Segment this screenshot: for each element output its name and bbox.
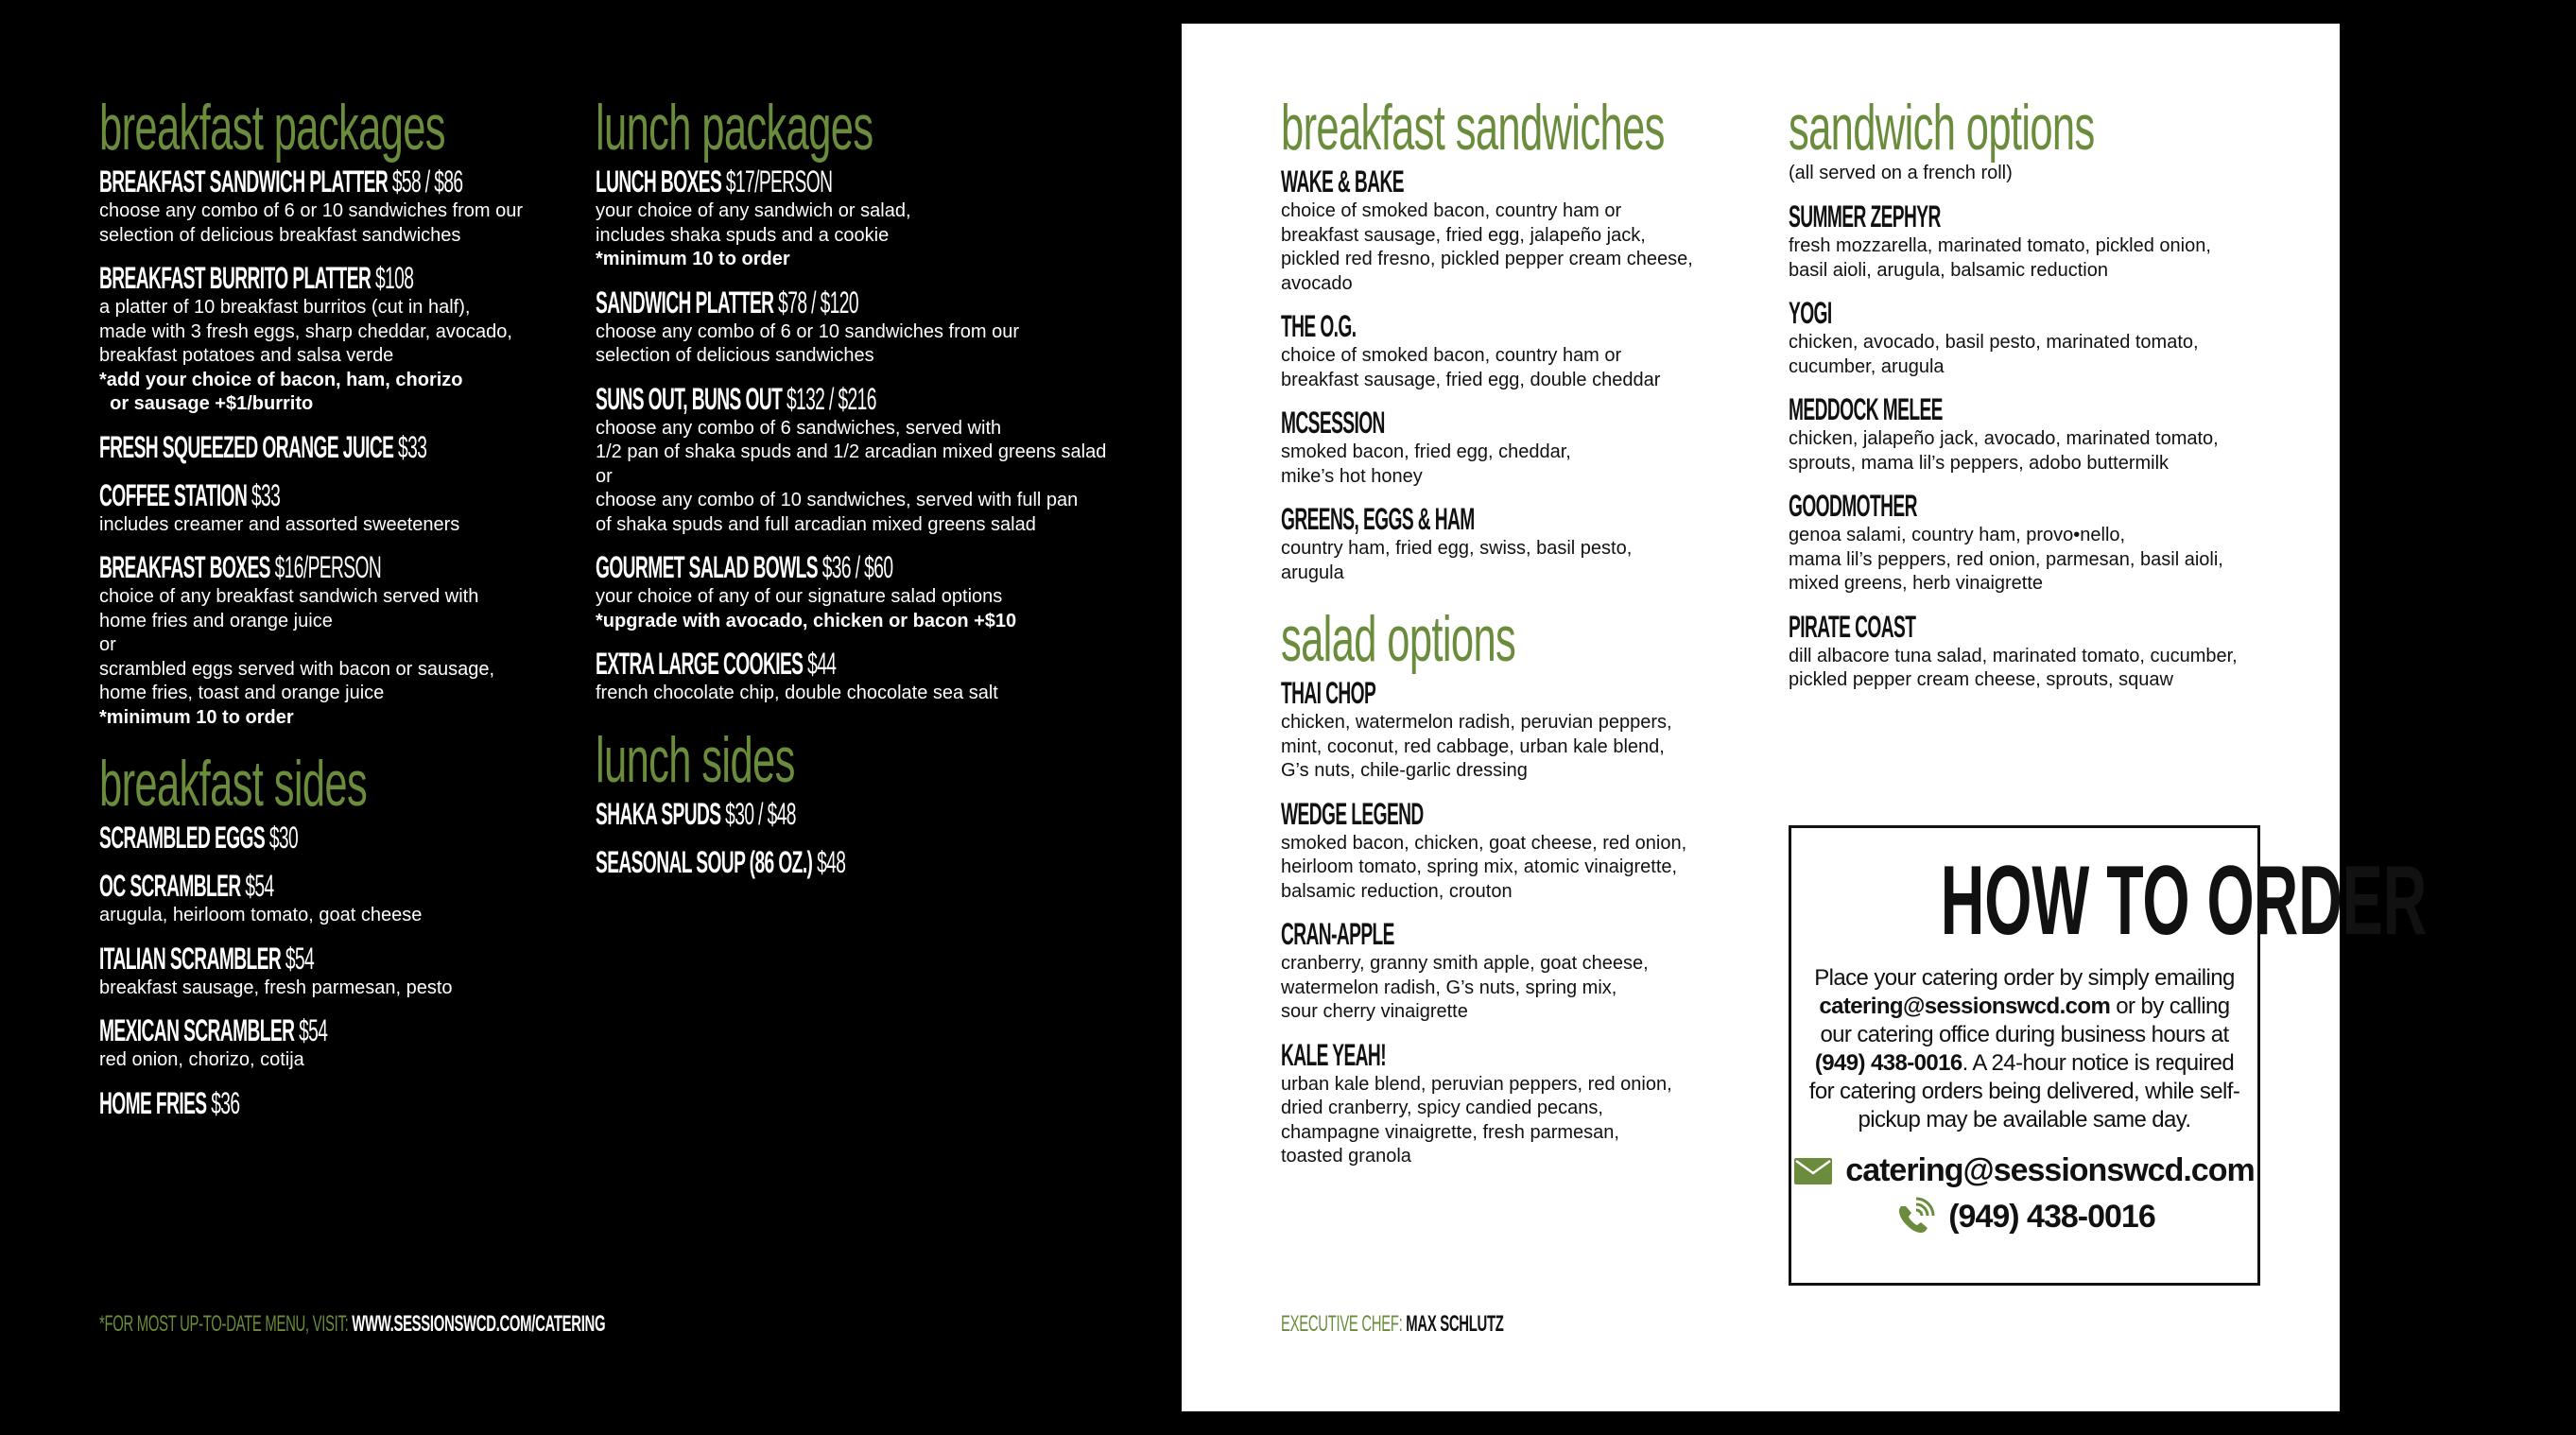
menu-item-name: BREAKFAST BOXES	[99, 550, 270, 584]
menu-item-description: choice of smoked bacon, country ham or	[1281, 200, 1622, 221]
menu-item-description: heirloom tomato, spring mix, atomic vinaigrette,	[1281, 856, 1678, 877]
menu-item-description: cucumber, arugula	[1789, 355, 1945, 377]
menu-item-title	[1281, 308, 1810, 344]
menu-item-title	[99, 164, 629, 199]
menu-item-description: breakfast sausage, fresh parmesan, pesto	[99, 977, 453, 998]
footer-website	[99, 1310, 915, 1339]
menu-item	[99, 429, 629, 465]
email-link[interactable]: catering@sessionswcd.com	[1845, 1152, 2255, 1188]
menu-item	[1789, 391, 2318, 475]
phone-contact[interactable]	[1791, 1194, 2257, 1240]
menu-item-description: mike’s hot honey	[1281, 465, 1423, 487]
menu-item	[99, 477, 629, 538]
phone-icon	[1893, 1197, 1935, 1238]
menu-item-title	[1281, 675, 1810, 711]
section-heading	[596, 92, 1182, 164]
menu-item-description: mama lil’s peppers, red onion, parmesan, basil aioli,	[1789, 548, 2223, 570]
section-heading-text: sandwich options	[1789, 92, 2095, 164]
menu-item-title	[596, 549, 1182, 585]
menu-item-name: HOME FRIES	[99, 1085, 207, 1120]
how-to-order-title-text: HOW TO ORDER	[1940, 846, 2428, 956]
menu-item-description: smoked bacon, fried egg, cheddar,	[1281, 441, 1571, 462]
menu-item-description: made with 3 fresh eggs, sharp cheddar, avocado,	[99, 320, 512, 342]
menu-item-title	[99, 429, 629, 465]
menu-item-title-text	[596, 646, 836, 682]
menu-item-description: includes shaka spuds and a cookie	[596, 224, 890, 246]
menu-item-description: includes creamer and assorted sweeteners	[99, 513, 460, 535]
menu-item-description: home fries and orange juice	[99, 610, 333, 631]
menu-item-title-text	[1281, 1037, 1386, 1073]
menu-item-name: GREENS, EGGS & HAM	[1281, 502, 1475, 536]
menu-item-description: arugula	[1281, 562, 1344, 583]
menu-item-name: BREAKFAST BURRITO PLATTER	[99, 261, 372, 295]
how-to-order-box	[1789, 825, 2428, 1286]
menu-item	[596, 164, 1182, 272]
menu-item-name: OC SCRAMBLER	[99, 869, 241, 903]
section-heading	[99, 92, 629, 164]
menu-item	[1789, 295, 2318, 379]
para-email-link[interactable]: catering@sessionswcd.com	[1819, 994, 2111, 1019]
menu-item-name: MCSESSION	[1281, 406, 1385, 440]
menu-item-description: home fries, toast and orange juice	[99, 683, 385, 703]
menu-item-title	[1789, 199, 2318, 234]
menu-item-description: your choice of any of our signature salad options	[596, 586, 1003, 607]
menu-item	[596, 285, 1182, 369]
menu-item-note: or sausage +$1/burrito	[99, 393, 314, 414]
menu-item-title	[1789, 609, 2318, 645]
menu-item-title-text	[596, 796, 796, 832]
menu-item-description: of shaka spuds and full arcadian mixed greens salad	[596, 513, 1036, 535]
menu-item-name: LUNCH BOXES	[596, 164, 722, 199]
menu-item-description: chicken, watermelon radish, peruvian peppers,	[1281, 712, 1672, 733]
email-contact[interactable]	[1791, 1148, 2257, 1194]
menu-item-description: your choice of any sandwich or salad,	[596, 200, 911, 221]
menu-item-title	[99, 820, 629, 856]
para-text: Place your catering order by simply emailing	[1814, 965, 2235, 991]
menu-item-description: balsamic reduction, crouton	[1281, 880, 1513, 902]
phone-link[interactable]: (949) 438-0016	[1948, 1199, 2155, 1235]
menu-item-description: mint, coconut, red cabbage, urban kale blend,	[1281, 735, 1665, 757]
menu-item-title-text	[99, 1012, 327, 1048]
menu-item-description: 1/2 pan of shaka spuds and 1/2 arcadian mixed greens salad	[596, 441, 1107, 462]
menu-item-price: $58 / $86	[391, 164, 463, 199]
menu-item-title-text	[99, 549, 381, 585]
menu-item-title	[596, 164, 1182, 199]
menu-item-price: $36 / $60	[821, 550, 893, 584]
menu-item-description: champagne vinaigrette, fresh parmesan,	[1281, 1121, 1619, 1143]
menu-item-description: mixed greens, herb vinaigrette	[1789, 573, 2044, 594]
menu-item	[596, 844, 1182, 880]
menu-item-title-text	[1789, 488, 1917, 524]
footer-chef-name: MAX SCHLUTZ	[1406, 1311, 1504, 1337]
menu-item	[1281, 501, 1810, 585]
menu-item-name: ITALIAN SCRAMBLER	[99, 941, 282, 976]
menu-item-price: $108	[374, 261, 414, 295]
menu-item	[1281, 1037, 1810, 1169]
menu-item-title-text	[596, 844, 845, 880]
menu-item-title-text	[1281, 164, 1404, 199]
column-lunch-packages	[596, 92, 1182, 880]
menu-item-name: GOODMOTHER	[1789, 489, 1917, 523]
menu-item-name: CRAN-APPLE	[1281, 917, 1394, 951]
menu-item-title-text	[1789, 391, 1943, 427]
menu-item-name: YOGI	[1789, 296, 1832, 330]
menu-item-description: chicken, avocado, basil pesto, marinated tomato,	[1789, 332, 2199, 353]
menu-item-description: basil aioli, arugula, balsamic reduction	[1789, 259, 2108, 281]
menu-item-title-text	[1789, 199, 1941, 234]
menu-item-description: pickled pepper cream cheese, sprouts, squaw	[1789, 669, 2173, 690]
menu-item-note: *minimum 10 to order	[99, 706, 294, 728]
menu-item-price: $30	[268, 821, 299, 855]
menu-item-description: genoa salami, country ham, provo•nello,	[1789, 525, 2126, 545]
menu-item-description: choose any combo of 6 or 10 sandwiches from our	[596, 320, 1020, 342]
menu-item-description: sour cherry vinaigrette	[1281, 1001, 1468, 1022]
menu-item-name: COFFEE STATION	[99, 477, 248, 512]
menu-item-name: THAI CHOP	[1281, 676, 1376, 710]
how-to-order-title	[1791, 846, 2428, 956]
menu-item-note: *minimum 10 to order	[596, 249, 790, 269]
section-heading	[1281, 603, 1810, 675]
menu-item-price: $54	[299, 1013, 328, 1047]
menu-item-description: choice of smoked bacon, country ham or	[1281, 345, 1622, 366]
menu-item-title	[99, 868, 629, 904]
menu-item	[596, 796, 1182, 832]
menu-item-description: breakfast potatoes and salsa verde	[99, 345, 394, 366]
menu-item-price: $132 / $216	[786, 381, 876, 416]
menu-item-description: a platter of 10 breakfast burritos (cut in half),	[99, 297, 471, 318]
menu-item	[99, 1012, 629, 1073]
menu-item-title-text	[1789, 609, 1915, 645]
menu-item-title	[1789, 488, 2318, 524]
menu-item	[1281, 675, 1810, 784]
menu-item	[99, 549, 629, 730]
menu-item	[1281, 796, 1810, 905]
menu-item-title	[99, 1085, 629, 1121]
menu-item-description: country ham, fried egg, swiss, basil pesto,	[1281, 538, 1633, 559]
menu-item-name: SEASONAL SOUP (86 OZ.)	[596, 844, 813, 879]
menu-item-description: french chocolate chip, double chocolate sea salt	[596, 683, 998, 703]
menu-item	[99, 164, 629, 248]
menu-item-price: $33	[398, 429, 427, 464]
menu-item-description: choose any combo of 6 sandwiches, served with	[596, 417, 1002, 439]
menu-item-description: smoked bacon, chicken, goat cheese, red onion,	[1281, 832, 1687, 854]
menu-item-description: choice of any breakfast sandwich served with	[99, 586, 479, 607]
menu-item-title-text	[1281, 796, 1424, 832]
menu-item-title-text	[99, 164, 463, 199]
menu-item-name: SHAKA SPUDS	[596, 796, 721, 831]
menu-item-description: or	[596, 465, 613, 487]
menu-item-price: $16/PERSON	[274, 550, 382, 584]
menu-item-title	[596, 285, 1182, 320]
menu-item-title	[1789, 295, 2318, 331]
menu-item-name: GOURMET SALAD BOWLS	[596, 550, 818, 584]
menu-item	[596, 381, 1182, 538]
menu-item	[99, 820, 629, 856]
menu-item	[99, 1085, 629, 1121]
menu-item-description: or	[99, 634, 116, 655]
menu-item-description: fresh mozzarella, marinated tomato, pickled onion,	[1789, 235, 2211, 256]
menu-item-price: $30 / $48	[725, 796, 796, 831]
section-heading-text: lunch packages	[596, 92, 873, 164]
menu-item-price: $54	[245, 869, 274, 903]
menu-item-price: $78 / $120	[778, 285, 858, 320]
menu-item-description: red onion, chorizo, cotija	[99, 1049, 304, 1070]
menu-item-name: SANDWICH PLATTER	[596, 285, 774, 320]
menu-item-description: dried cranberry, spicy candied pecans,	[1281, 1098, 1603, 1118]
menu-item	[99, 260, 629, 417]
menu-item-price: $48	[817, 844, 846, 879]
menu-item-title	[1281, 796, 1810, 832]
menu-item-title	[1281, 501, 1810, 537]
menu-item-name: SUMMER ZEPHYR	[1789, 199, 1941, 233]
menu-item	[99, 868, 629, 928]
menu-item-title-text	[99, 868, 274, 904]
menu-item-title	[99, 260, 629, 296]
footer-website-link[interactable]: WWW.SESSIONSWCD.COM/CATERING	[352, 1311, 606, 1337]
column-sandwich-options	[1789, 92, 2318, 693]
menu-item-title-text	[99, 429, 426, 465]
section-heading-text: breakfast sides	[99, 748, 368, 820]
menu-item-title-text	[596, 381, 876, 417]
menu-item-name: SUNS OUT, BUNS OUT	[596, 381, 783, 416]
para-phone-link[interactable]: (949) 438-0016	[1814, 1050, 1962, 1076]
menu-item-name: WEDGE LEGEND	[1281, 796, 1424, 831]
menu-item-title-text	[1789, 295, 1832, 331]
how-to-order-text	[1801, 964, 2248, 1134]
column-breakfast-packages	[99, 92, 629, 1121]
menu-item-name: MEXICAN SCRAMBLER	[99, 1013, 295, 1047]
footer-website-label: *FOR MOST UP-TO-DATE MENU, VISIT:	[99, 1311, 349, 1337]
footer-chef	[1281, 1310, 1640, 1339]
menu-item-title-text	[1281, 675, 1375, 711]
menu-item	[1281, 308, 1810, 392]
menu-item-title-text	[99, 260, 413, 296]
section-heading-text: breakfast packages	[99, 92, 445, 164]
menu-item-note: *upgrade with avocado, chicken or bacon +$10	[596, 610, 1017, 631]
menu-item-description: dill albacore tuna salad, marinated tomato, cucumber,	[1789, 645, 2238, 666]
menu-item-title-text	[1281, 916, 1394, 952]
section-heading	[1789, 92, 2318, 164]
menu-item	[596, 646, 1182, 706]
menu-item-title-text	[596, 549, 892, 585]
menu-item-title	[596, 844, 1182, 880]
menu-item-title	[99, 477, 629, 513]
section-heading	[99, 748, 629, 820]
menu-item	[1281, 916, 1810, 1025]
menu-item-title	[596, 796, 1182, 832]
section-heading	[1281, 92, 1810, 164]
menu-item	[1789, 199, 2318, 283]
menu-item-price: $44	[807, 647, 837, 681]
footer-chef-label: EXECUTIVE CHEF:	[1281, 1311, 1403, 1337]
menu-item-title	[1789, 391, 2318, 427]
menu-item-name: MEDDOCK MELEE	[1789, 392, 1943, 426]
menu-item-title-text	[1281, 308, 1356, 344]
menu-item-description: breakfast sausage, fried egg, jalapeño jack,	[1281, 224, 1646, 246]
menu-item-title-text	[99, 1085, 239, 1121]
menu-item-title-text	[99, 820, 298, 856]
envelope-icon	[1794, 1158, 1832, 1184]
menu-item-description: scrambled eggs served with bacon or sausage,	[99, 658, 495, 680]
para-text: . A 24-hour notice is required for catering orders being delivered, while self-pickup may be available same day.	[1808, 1050, 2240, 1132]
para-text: or by calling our catering office during business hours at	[1820, 994, 2230, 1047]
menu-item-title	[596, 381, 1182, 417]
menu-item-description: cranberry, granny smith apple, goat cheese,	[1281, 953, 1649, 974]
menu-item-title	[1281, 164, 1810, 199]
menu-item-description: breakfast sausage, fried egg, double cheddar	[1281, 369, 1661, 390]
menu-item-name: FRESH SQUEEZED ORANGE JUICE	[99, 429, 394, 464]
menu-item-price: $33	[251, 477, 281, 512]
menu-item-title	[1281, 405, 1810, 441]
menu-item-title	[1281, 1037, 1810, 1073]
menu-item-description: choose any combo of 10 sandwiches, served with full pan	[596, 490, 1079, 510]
menu-item-description: arugula, heirloom tomato, goat cheese	[99, 905, 423, 925]
menu-item-name: KALE YEAH!	[1281, 1037, 1386, 1072]
menu-item-title-text	[1281, 501, 1475, 537]
menu-item-name: EXTRA LARGE COOKIES	[596, 647, 804, 681]
menu-item-description: urban kale blend, peruvian peppers, red onion,	[1281, 1073, 1672, 1095]
section-heading	[596, 723, 1182, 796]
menu-item-title	[99, 941, 629, 977]
menu-item-description: chicken, jalapeño jack, avocado, marinated tomato,	[1789, 428, 2219, 449]
menu-item-title	[1281, 916, 1810, 952]
menu-item	[99, 941, 629, 1001]
menu-item-title-text	[1281, 405, 1385, 441]
menu-item-name: BREAKFAST SANDWICH PLATTER	[99, 164, 389, 199]
section-note: (all served on a french roll)	[1789, 163, 2013, 183]
menu-item	[1789, 488, 2318, 596]
menu-item-title	[99, 1012, 629, 1048]
column-breakfast-sandwiches	[1281, 92, 1810, 1169]
menu-item-description: selection of delicious breakfast sandwiches	[99, 224, 461, 246]
menu-item-note: *add your choice of bacon, ham, chorizo	[99, 369, 463, 390]
menu-item-title-text	[596, 164, 832, 199]
menu-item-description: G’s nuts, chile-garlic dressing	[1281, 760, 1528, 781]
menu-item-description: toasted granola	[1281, 1146, 1411, 1167]
menu-item	[1281, 164, 1810, 296]
menu-item-price: $36	[211, 1085, 240, 1120]
section-heading-text: lunch sides	[596, 723, 795, 796]
menu-item-title-text	[596, 285, 858, 320]
menu-item-description: choose any combo of 6 or 10 sandwiches from our	[99, 200, 524, 221]
section-heading-text: breakfast sandwiches	[1281, 92, 1665, 164]
menu-item-title-text	[99, 941, 314, 977]
menu-item-name: PIRATE COAST	[1789, 609, 1916, 644]
menu-item-description: pickled red fresno, pickled pepper cream cheese,	[1281, 249, 1693, 269]
menu-item-name: SCRAMBLED EGGS	[99, 821, 266, 855]
section-heading-text: salad options	[1281, 603, 1516, 675]
menu-item-name: WAKE & BAKE	[1281, 164, 1404, 199]
menu-item-title	[99, 549, 629, 585]
menu-item	[596, 549, 1182, 633]
menu-item-description: watermelon radish, G’s nuts, spring mix,	[1281, 977, 1617, 998]
menu-item-name: THE O.G.	[1281, 309, 1357, 343]
menu-item-description: avocado	[1281, 272, 1353, 294]
menu-item-title	[596, 646, 1182, 682]
menu-item-price: $54	[285, 941, 315, 976]
menu-item	[1281, 405, 1810, 489]
menu-item	[1789, 609, 2318, 693]
menu-item-description: selection of delicious sandwiches	[596, 345, 874, 366]
menu-item-description: sprouts, mama lil’s peppers, adobo buttermilk	[1789, 452, 2170, 474]
menu-item-price: $17/PERSON	[725, 164, 833, 199]
menu-item-title-text	[99, 477, 280, 513]
